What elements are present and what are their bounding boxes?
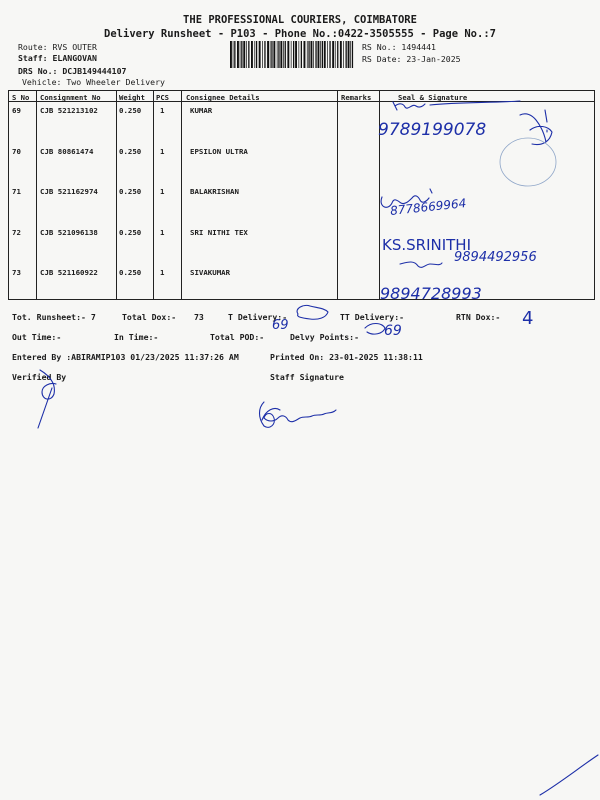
col-header-weight: Weight bbox=[119, 93, 145, 102]
row-consignment: CJB 521160922 bbox=[40, 268, 98, 277]
staff-signature-label: Staff Signature bbox=[270, 372, 344, 382]
col-header-consignee: Consignee Details bbox=[186, 93, 260, 102]
row-consignee: EPSILON ULTRA bbox=[190, 147, 248, 156]
in-time-label: In Time:- bbox=[114, 332, 159, 342]
row-pcs: 1 bbox=[160, 106, 165, 115]
row-consignee: SRI NITHI TEX bbox=[190, 228, 248, 237]
col-header-pcs: PCS bbox=[156, 93, 169, 102]
total-dox-value: 73 bbox=[194, 312, 204, 322]
col-header-seal: Seal & Signature bbox=[398, 93, 468, 102]
tot-runsheet: Tot. Runsheet:- 7 bbox=[12, 312, 96, 322]
t-delivery-label: T Delivery:- bbox=[228, 312, 288, 322]
handwritten-rtn-mark: 4 bbox=[522, 308, 534, 329]
col-header-sno: S No bbox=[12, 93, 30, 102]
row-pcs: 1 bbox=[160, 268, 165, 277]
vehicle-label: Vehicle: Two Wheeler Delivery bbox=[22, 77, 165, 87]
drs-label: DRS No.: DCJB149444107 bbox=[18, 66, 127, 76]
rtn-dox-label: RTN Dox:- bbox=[456, 312, 501, 322]
row-consignee: KUMAR bbox=[190, 106, 213, 115]
handwritten-phone-71: 8778669964 bbox=[389, 196, 467, 218]
printed-on: Printed On: 23-01-2025 11:38:11 bbox=[270, 352, 423, 362]
runsheet-title: Delivery Runsheet - P103 - Phone No.:0422-3505555 - Page No.:7 bbox=[104, 28, 496, 40]
staff-label: Staff: ELANGOVAN bbox=[18, 53, 97, 63]
total-dox-label: Total Dox:- bbox=[122, 312, 177, 322]
rs-number: RS No.: 1494441 bbox=[362, 42, 436, 52]
verified-by-label: Verified By bbox=[12, 372, 67, 382]
col-header-consignment: Consignment No bbox=[40, 93, 101, 102]
tt-delivery-label: TT Delivery:- bbox=[340, 312, 405, 322]
row-pcs: 1 bbox=[160, 147, 165, 156]
row-consignment: CJB 521213102 bbox=[40, 106, 98, 115]
row-consignee: BALAKRISHAN bbox=[190, 187, 239, 196]
entered-by: Entered By :ABIRAMIP103 01/23/2025 11:37:26 AM bbox=[12, 352, 239, 362]
total-pod-label: Total POD:- bbox=[210, 332, 265, 342]
row-weight: 0.250 bbox=[119, 268, 142, 277]
row-sno: 69 bbox=[12, 106, 21, 115]
row-weight: 0.250 bbox=[119, 106, 142, 115]
row-consignment: CJB 521096138 bbox=[40, 228, 98, 237]
row-sno: 70 bbox=[12, 147, 21, 156]
row-weight: 0.250 bbox=[119, 228, 142, 237]
handwritten-phone-69: 9789199078 bbox=[378, 120, 487, 140]
company-title: THE PROFESSIONAL COURIERS, COIMBATORE bbox=[183, 14, 417, 26]
route-label: Route: RVS OUTER bbox=[18, 42, 97, 52]
row-consignment: CJB 80861474 bbox=[40, 147, 94, 156]
handwritten-name-72: KS.SRINITHI bbox=[382, 236, 472, 254]
handwritten-phone-73: 9894728993 bbox=[380, 284, 482, 303]
handwritten-phone-72: 9894492956 bbox=[454, 250, 537, 265]
handwritten-pod-mark: 69 bbox=[272, 318, 289, 333]
rs-date: RS Date: 23-Jan-2025 bbox=[362, 54, 461, 64]
row-consignment: CJB 521162974 bbox=[40, 187, 98, 196]
row-sno: 71 bbox=[12, 187, 21, 196]
row-sno: 73 bbox=[12, 268, 21, 277]
delvy-points-label: Delvy Points:- bbox=[290, 332, 360, 342]
row-sno: 72 bbox=[12, 228, 21, 237]
row-pcs: 1 bbox=[160, 187, 165, 196]
row-pcs: 1 bbox=[160, 228, 165, 237]
col-header-remarks: Remarks bbox=[341, 93, 372, 102]
out-time-label: Out Time:- bbox=[12, 332, 62, 342]
row-weight: 0.250 bbox=[119, 187, 142, 196]
row-consignee: SIVAKUMAR bbox=[190, 268, 231, 277]
row-weight: 0.250 bbox=[119, 147, 142, 156]
handwritten-delvy-mark: 69 bbox=[384, 323, 402, 339]
